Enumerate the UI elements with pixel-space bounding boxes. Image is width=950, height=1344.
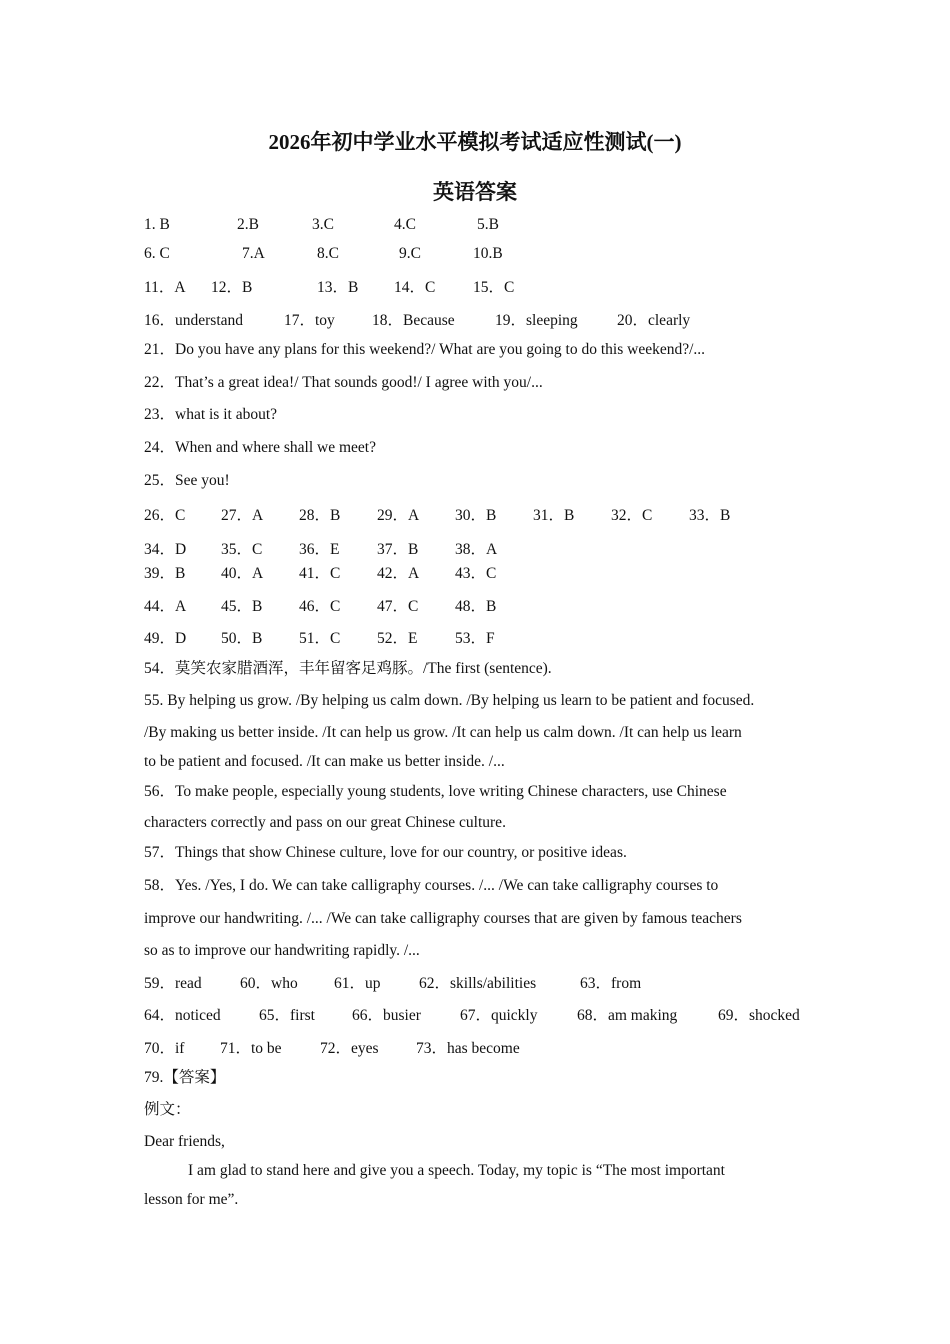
- essay-header: 79.【答案】: [144, 1069, 226, 1086]
- answer-13: 13．B: [317, 279, 359, 296]
- answer-46: 46．C: [299, 598, 341, 615]
- answer-58-line-2: improve our handwriting. /... /We can take calligraphy courses that are given by famous teachers: [144, 910, 742, 927]
- answer-28: 28．B: [299, 507, 341, 524]
- answer-29: 29．A: [377, 507, 420, 524]
- answer-55-line-3: to be patient and focused. /It can make us better inside. /...: [144, 753, 505, 770]
- answer-37: 37．B: [377, 541, 419, 558]
- answer-18: 18．Because: [372, 312, 455, 329]
- answer-32: 32．C: [611, 507, 653, 524]
- answer-16: 16．understand: [144, 312, 244, 329]
- answer-58-line-1: 58．Yes. /Yes, I do. We can take calligraphy courses. /... /We can take calligraphy courses to: [144, 877, 719, 894]
- answer-19: 19．sleeping: [495, 312, 578, 329]
- answer-10: 10.B: [473, 245, 503, 262]
- answer-12: 12．B: [211, 279, 253, 296]
- answer-63: 63．from: [580, 975, 642, 992]
- answer-39: 39．B: [144, 565, 186, 582]
- answer-20: 20．clearly: [617, 312, 691, 329]
- answer-24: 24．When and where shall we meet?: [144, 439, 376, 456]
- answer-8: 8.C: [317, 245, 339, 262]
- answer-42: 42．A: [377, 565, 420, 582]
- answer-47: 47．C: [377, 598, 419, 615]
- answer-70: 70．if: [144, 1040, 185, 1057]
- answer-45: 45．B: [221, 598, 263, 615]
- essay-label: 例文：: [144, 1101, 191, 1118]
- essay-greeting: Dear friends,: [144, 1133, 225, 1150]
- answer-67: 67．quickly: [460, 1007, 538, 1024]
- answer-9: 9.C: [399, 245, 421, 262]
- answer-26: 26．C: [144, 507, 186, 524]
- answer-27: 27．A: [221, 507, 264, 524]
- answer-34: 34．D: [144, 541, 187, 558]
- answer-55-line-1: 55. By helping us grow. /By helping us calm down. /By helping us learn to be patient and focused.: [144, 692, 755, 709]
- answer-36: 36．E: [299, 541, 340, 558]
- answer-66: 66．busier: [352, 1007, 421, 1024]
- answer-54: 54．莫笑农家腊酒浑，丰年留客足鸡豚。/The first (sentence).: [144, 660, 552, 677]
- answer-43: 43．C: [455, 565, 497, 582]
- answer-38: 38．A: [455, 541, 498, 558]
- answer-61: 61．up: [334, 975, 381, 992]
- answer-7: 7.A: [242, 245, 265, 262]
- answer-52: 52．E: [377, 630, 418, 647]
- answer-35: 35．C: [221, 541, 263, 558]
- answer-15: 15．C: [473, 279, 515, 296]
- answer-48: 48．B: [455, 598, 497, 615]
- answer-31: 31．B: [533, 507, 575, 524]
- answer-51: 51．C: [299, 630, 341, 647]
- answer-69: 69．shocked: [718, 1007, 800, 1024]
- answer-68: 68．am making: [577, 1007, 678, 1024]
- answer-5: 5.B: [477, 216, 499, 233]
- answer-53: 53．F: [455, 630, 495, 647]
- answer-56-line-1: 56．To make people, especially young students, love writing Chinese characters, use Chinese: [144, 783, 727, 800]
- answer-2: 2.B: [237, 216, 259, 233]
- answer-72: 72．eyes: [320, 1040, 379, 1057]
- answer-62: 62．skills/abilities: [419, 975, 537, 992]
- answer-59: 59．read: [144, 975, 202, 992]
- answer-1: 1. B: [144, 216, 170, 233]
- page-title: 2026年初中学业水平模拟考试适应性测试(一): [268, 130, 682, 154]
- answer-3: 3.C: [312, 216, 334, 233]
- answer-41: 41．C: [299, 565, 341, 582]
- answer-21: 21．Do you have any plans for this weekend?/ What are you going to do this weekend?/...: [144, 341, 706, 358]
- answer-22: 22．That’s a great idea!/ That sounds good!/ I agree with you/...: [144, 374, 543, 391]
- answer-64: 64．noticed: [144, 1007, 221, 1024]
- answer-55-line-2: /By making us better inside. /It can help us grow. /It can help us calm down. /It can help us learn: [144, 724, 742, 741]
- answer-33: 33．B: [689, 507, 731, 524]
- answer-30: 30．B: [455, 507, 497, 524]
- answer-73: 73．has become: [416, 1040, 520, 1057]
- answer-14: 14．C: [394, 279, 436, 296]
- page-subtitle: 英语答案: [433, 180, 517, 204]
- essay-paragraph-line-1: I am glad to stand here and give you a speech. Today, my topic is “The most important: [188, 1162, 725, 1179]
- answer-11: 11．A: [144, 279, 186, 296]
- answer-4: 4.C: [394, 216, 416, 233]
- answer-58-line-3: so as to improve our handwriting rapidly. /...: [144, 942, 420, 959]
- answer-71: 71．to be: [220, 1040, 282, 1057]
- answer-56-line-2: characters correctly and pass on our great Chinese culture.: [144, 814, 506, 831]
- answer-60: 60．who: [240, 975, 298, 992]
- answer-40: 40．A: [221, 565, 264, 582]
- answer-17: 17．toy: [284, 312, 335, 329]
- answer-25: 25．See you!: [144, 472, 230, 489]
- answer-65: 65．first: [259, 1007, 315, 1024]
- answer-49: 49．D: [144, 630, 187, 647]
- answer-57: 57．Things that show Chinese culture, love for our country, or positive ideas.: [144, 844, 627, 861]
- essay-paragraph-line-2: lesson for me”.: [144, 1191, 239, 1208]
- answer-6: 6. C: [144, 245, 170, 262]
- answer-50: 50．B: [221, 630, 263, 647]
- answer-44: 44．A: [144, 598, 187, 615]
- answer-23: 23．what is it about?: [144, 406, 278, 423]
